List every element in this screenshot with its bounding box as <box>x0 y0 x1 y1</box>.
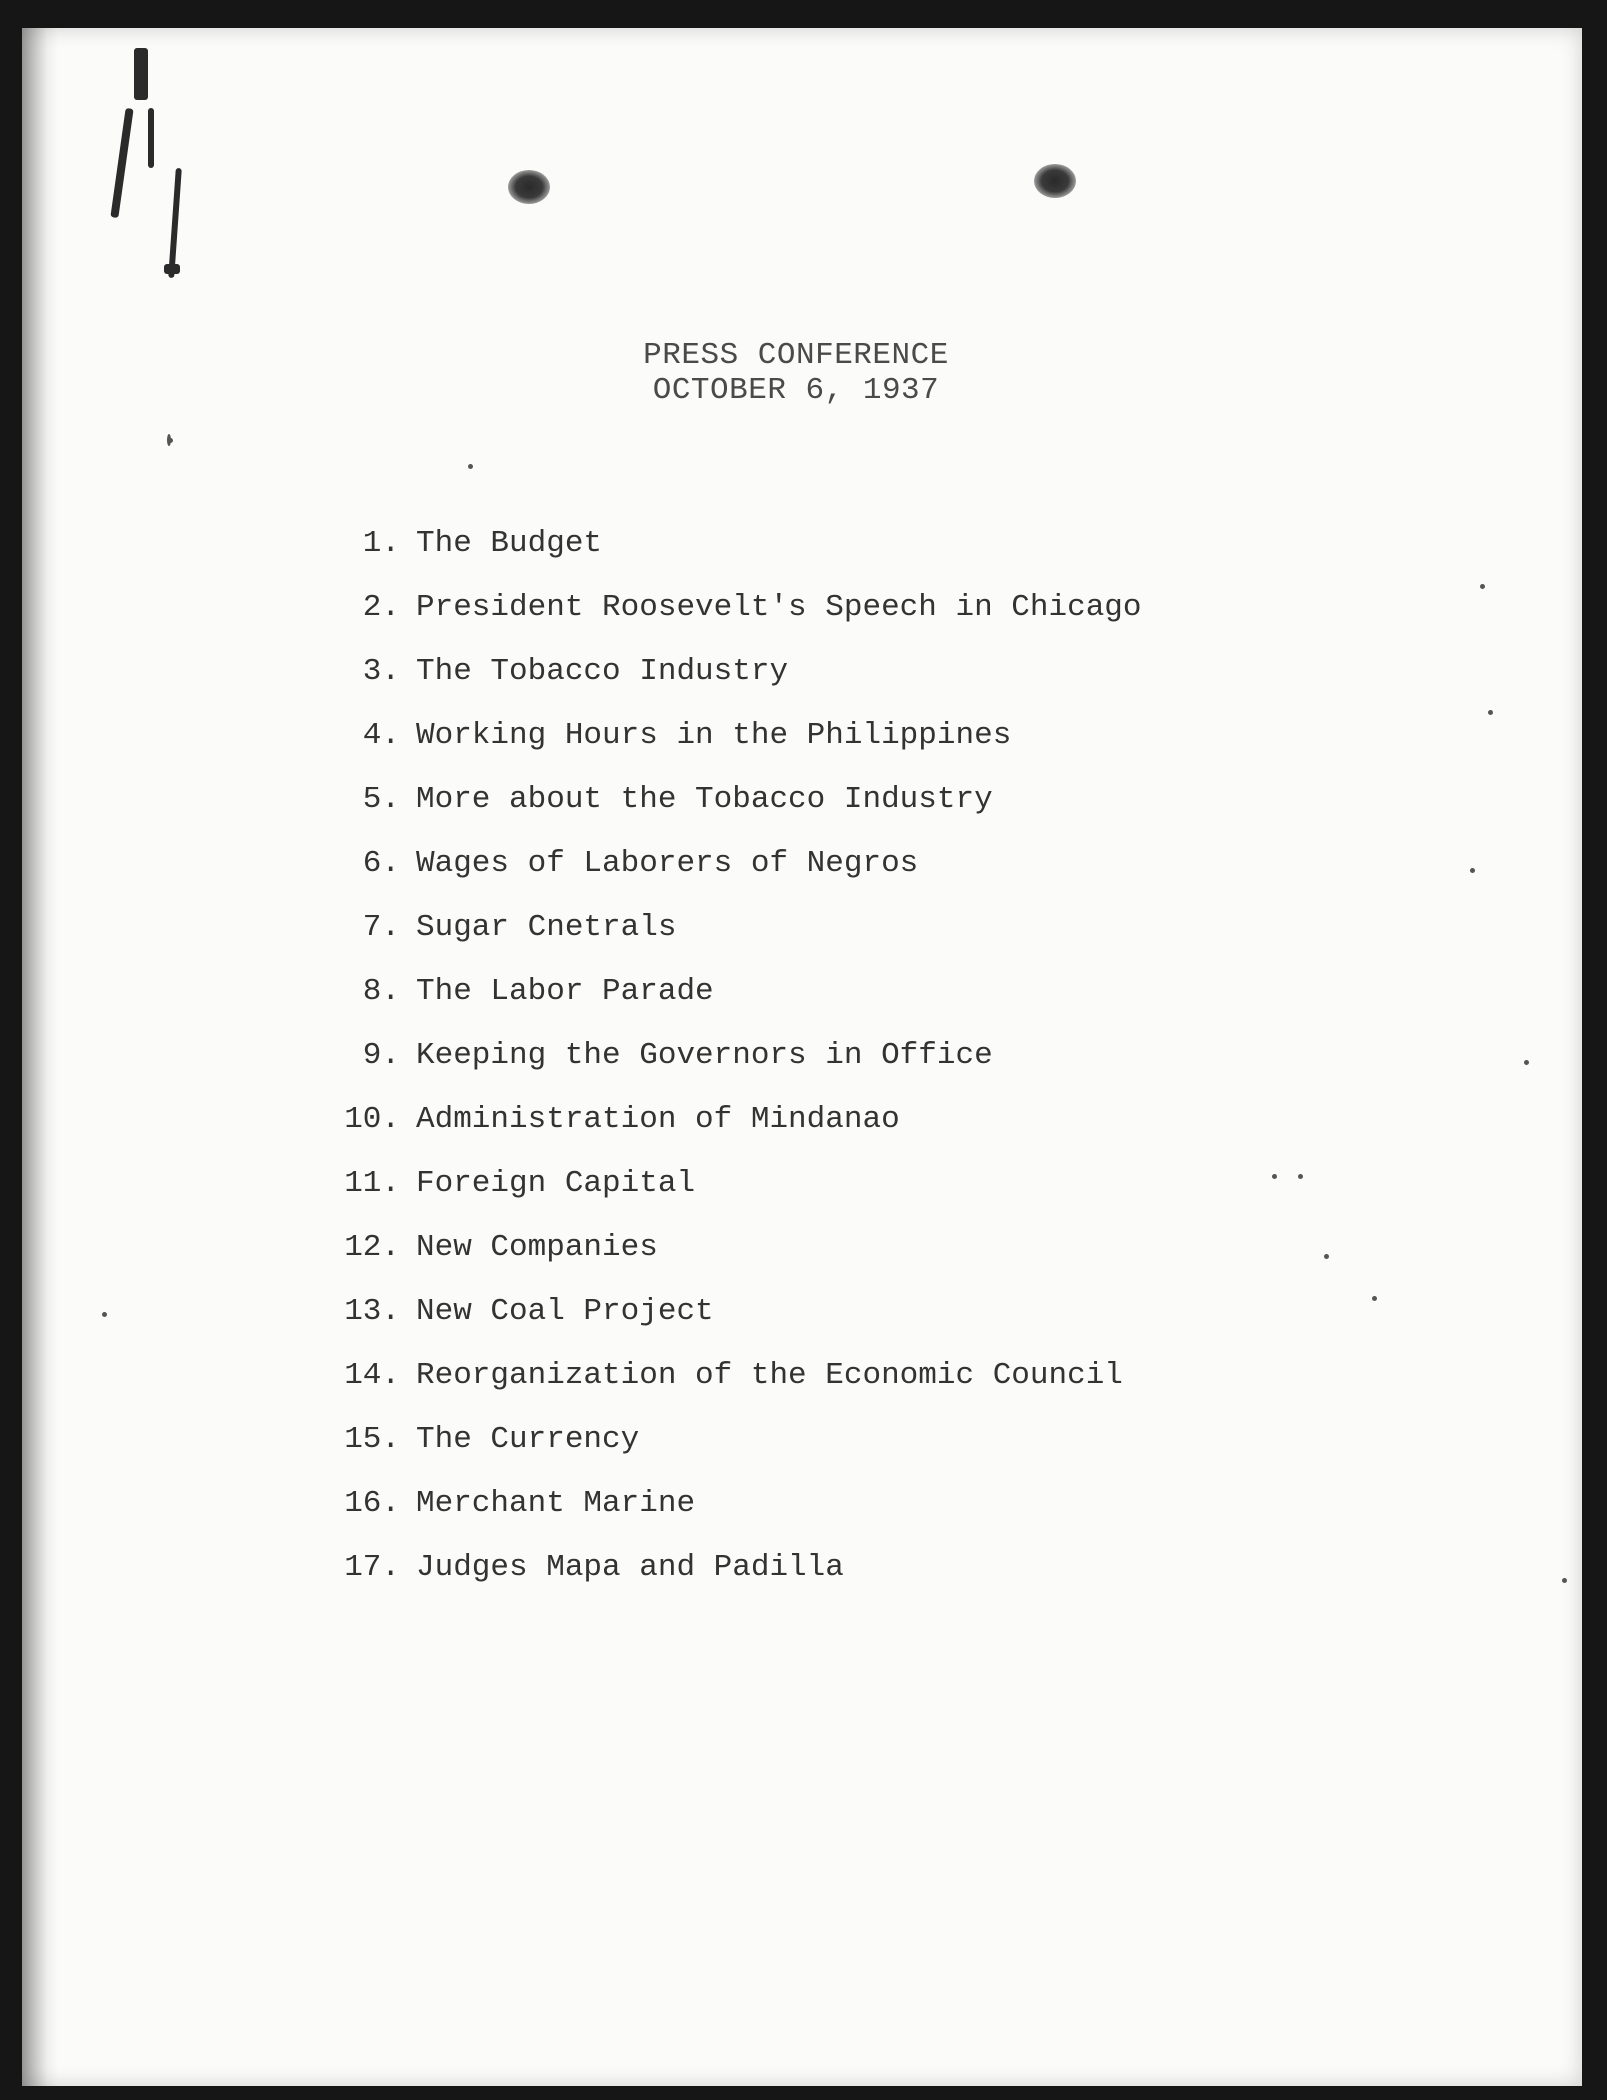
item-number: 16. <box>344 1486 400 1521</box>
list-item <box>322 716 1142 780</box>
item-number: 11. <box>344 1166 400 1201</box>
item-number: 9. <box>362 1038 400 1073</box>
item-number: 1. <box>362 526 400 561</box>
item-number: 15. <box>344 1422 400 1457</box>
item-text: New Coal Project <box>416 1294 714 1329</box>
item-text: Merchant Marine <box>416 1486 696 1521</box>
item-text: Foreign Capital <box>416 1166 696 1201</box>
item-text: Working Hours in the Philippines <box>416 718 1012 753</box>
speck <box>1524 1060 1529 1065</box>
list-item <box>322 1356 1142 1420</box>
ink-smudge <box>110 108 133 218</box>
item-number: 14. <box>344 1358 400 1393</box>
ink-smudge <box>134 48 148 100</box>
list-item <box>322 588 1142 652</box>
list-item <box>322 844 1142 908</box>
speck <box>167 434 171 446</box>
list-item <box>322 1036 1142 1100</box>
list-item <box>322 780 1142 844</box>
list-item <box>322 1292 1142 1356</box>
speck <box>1562 1578 1567 1583</box>
item-number: 5. <box>362 782 400 817</box>
item-text: The Budget <box>416 526 603 561</box>
list-item <box>322 524 1142 588</box>
binding-edge-shadow <box>22 28 58 2086</box>
speck <box>1470 868 1475 873</box>
speck <box>468 464 473 469</box>
item-number: 17. <box>344 1550 400 1585</box>
list-item <box>322 1548 1142 1612</box>
list-item <box>322 908 1142 972</box>
document-title: PRESS CONFERENCE <box>643 338 949 373</box>
item-text: President Roosevelt's Speech in Chicago <box>416 590 1142 625</box>
item-text: Administration of Mindanao <box>416 1102 900 1137</box>
ink-smudge <box>164 264 180 274</box>
speck <box>1488 710 1493 715</box>
speck <box>1480 584 1485 589</box>
list-item <box>322 652 1142 716</box>
list-item <box>322 972 1142 1036</box>
list-item <box>322 1100 1142 1164</box>
item-number: 2. <box>362 590 400 625</box>
list-item <box>322 1420 1142 1484</box>
punch-hole-left <box>508 170 550 204</box>
list-item <box>322 1164 1142 1228</box>
item-text: Sugar Cnetrals <box>416 910 677 945</box>
item-number: 12. <box>344 1230 400 1265</box>
item-number: 4. <box>362 718 400 753</box>
speck <box>1324 1254 1329 1259</box>
topic-list <box>322 524 1142 1612</box>
speck <box>1272 1174 1277 1179</box>
speck <box>1298 1174 1303 1179</box>
item-number: 10. <box>344 1102 400 1137</box>
document-date: OCTOBER 6, 1937 <box>652 373 940 408</box>
ink-smudge <box>148 108 154 168</box>
item-text: The Labor Parade <box>416 974 714 1009</box>
item-text: The Tobacco Industry <box>416 654 789 689</box>
list-item <box>322 1228 1142 1292</box>
paper-sheet <box>22 28 1582 2086</box>
item-text: New Companies <box>416 1230 658 1265</box>
item-text: Wages of Laborers of Negros <box>416 846 919 881</box>
punch-hole-right <box>1034 164 1076 198</box>
item-text: More about the Tobacco Industry <box>416 782 993 817</box>
item-text: Keeping the Governors in Office <box>416 1038 993 1073</box>
item-number: 8. <box>362 974 400 1009</box>
item-number: 7. <box>362 910 400 945</box>
speck <box>102 1312 107 1317</box>
item-number: 6. <box>362 846 400 881</box>
item-text: Reorganization of the Economic Council <box>416 1358 1123 1393</box>
item-number: 13. <box>344 1294 400 1329</box>
list-item <box>322 1484 1142 1548</box>
item-text: The Currency <box>416 1422 640 1457</box>
speck <box>1372 1296 1377 1301</box>
ink-smudge <box>168 168 182 278</box>
item-text: Judges Mapa and Padilla <box>416 1550 844 1585</box>
document-header <box>22 338 1582 408</box>
item-number: 3. <box>362 654 400 689</box>
